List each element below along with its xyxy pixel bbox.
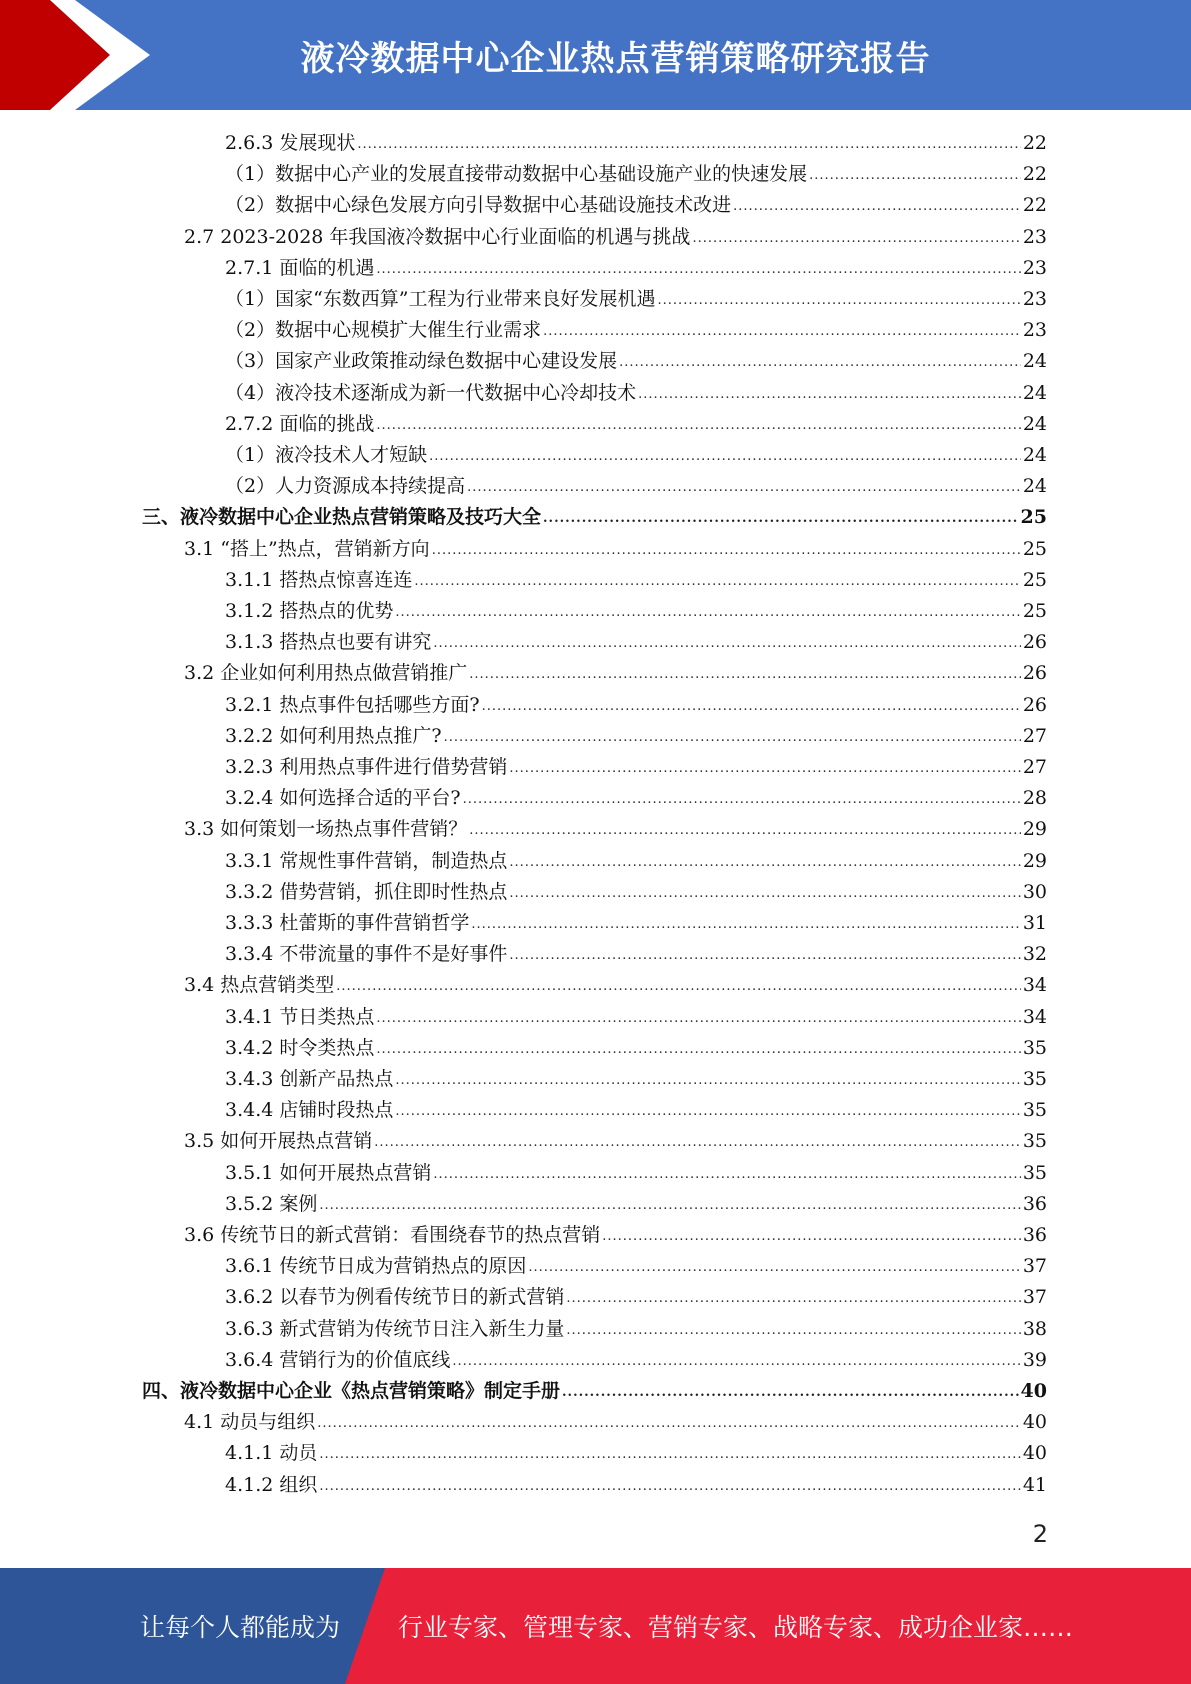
toc-entry-title: 3.5 如何开展热点营销 [184, 1130, 373, 1153]
toc-dot-leader [395, 603, 1020, 623]
toc-dot-leader [336, 977, 1021, 997]
toc-entry-title: 3.1.2 搭热点的优势 [225, 600, 394, 622]
header-arrow-decoration [0, 0, 160, 110]
toc-entry-page: 27 [1022, 724, 1047, 747]
toc-dot-leader [433, 1165, 1020, 1185]
toc-entry-title: 2.7.2 面临的挑战 [225, 412, 375, 435]
page-header [0, 0, 1191, 110]
toc-dot-leader [376, 1009, 1020, 1029]
toc-entry-title: 3.1.1 搭热点惊喜连连 [225, 568, 413, 591]
toc-entry-title: 3.6 传统节日的新式营销：看围绕春节的热点营销 [184, 1224, 601, 1246]
toc-entry-page: 26 [1022, 662, 1047, 685]
toc-entry[interactable] [225, 1187, 1047, 1218]
toc-entry-title: 3.3.4 不带流量的事件不是好事件 [225, 943, 508, 966]
toc-entry-title: 4.1 动员与组织 [184, 1411, 316, 1434]
toc-entry-page: 27 [1022, 756, 1047, 778]
toc-entry-title: （3）国家产业政策推动绿色数据中心建设发展 [225, 350, 618, 373]
toc-entry-page: 25 [1022, 568, 1047, 591]
toc-dot-leader [376, 416, 1020, 436]
toc-entry-title: 4.1.1 动员 [225, 1442, 318, 1465]
toc-dot-leader [319, 1477, 1020, 1497]
toc-entry-page: 41 [1022, 1473, 1047, 1496]
toc-entry-title: 3.5.1 如何开展热点营销 [225, 1161, 432, 1184]
toc-dot-leader [509, 884, 1020, 904]
toc-dot-leader [482, 697, 1021, 717]
toc-dot-leader [319, 1196, 1020, 1216]
toc-dot-leader [395, 1102, 1020, 1122]
toc-entry-page: 39 [1022, 1348, 1047, 1371]
toc-entry[interactable] [225, 1343, 1047, 1374]
toc-entry-title: 3.2.1 热点事件包括哪些方面? [225, 693, 480, 716]
toc-entry-page: 30 [1022, 880, 1047, 903]
toc-entry-page: 24 [1022, 381, 1047, 404]
toc-entry[interactable] [225, 875, 1047, 906]
toc-entry-page: 23 [1022, 319, 1047, 342]
toc-entry-page: 25 [1022, 537, 1047, 560]
toc-entry[interactable] [225, 1062, 1047, 1093]
toc-dot-leader [374, 1133, 1021, 1153]
toc-dot-leader [395, 1071, 1020, 1091]
toc-entry-title: 3.2 企业如何利用热点做营销推广 [184, 662, 468, 685]
toc-entry-title: 3.4.1 节日类热点 [225, 1005, 375, 1028]
toc-dot-leader [566, 1321, 1020, 1341]
footer-slogan-right: 行业专家、管理专家、营销专家、战略专家、成功企业家…… [398, 1613, 1074, 1642]
toc-entry[interactable] [184, 532, 1047, 563]
toc-entry-page: 24 [1022, 444, 1047, 466]
toc-dot-leader [733, 197, 1021, 217]
footer-slogan-left: 让每个人都能成为 [140, 1613, 341, 1642]
toc-entry[interactable] [225, 251, 1047, 282]
toc-dot-leader [658, 291, 1021, 311]
toc-entry[interactable] [225, 563, 1047, 594]
toc-entry-title: 3.1 “搭上”热点，营销新方向 [184, 537, 430, 560]
toc-entry-title: 3.6.1 传统节日成为营销热点的原因 [225, 1255, 527, 1278]
toc-entry-page: 25 [1022, 600, 1047, 622]
toc-dot-leader [469, 665, 1021, 685]
toc-entry-title: （1）数据中心产业的发展直接带动数据中心基础设施产业的快速发展 [225, 163, 808, 186]
toc-dot-leader [471, 915, 1020, 935]
toc-entry-page: 40 [1020, 1380, 1047, 1402]
toc-dot-leader [809, 166, 1021, 186]
toc-entry-page: 24 [1022, 350, 1047, 373]
toc-entry[interactable] [184, 1124, 1047, 1155]
toc-dot-leader [432, 541, 1021, 561]
toc-entry-page: 34 [1022, 1005, 1047, 1028]
toc-entry-title: 3.6.4 营销行为的价值底线 [225, 1348, 451, 1371]
toc-entry[interactable] [184, 1218, 1047, 1249]
toc-dot-leader [469, 821, 1021, 841]
toc-entry[interactable] [225, 781, 1047, 812]
toc-entry-page: 31 [1022, 912, 1047, 934]
toc-entry[interactable] [184, 812, 1047, 843]
toc-entry[interactable] [225, 688, 1047, 719]
toc-entry-page: 22 [1022, 163, 1047, 186]
toc-entry-page: 23 [1022, 256, 1047, 279]
toc-entry-page: 22 [1022, 132, 1047, 154]
toc-entry[interactable] [225, 1000, 1047, 1031]
toc-entry[interactable] [225, 1468, 1047, 1499]
toc-dot-leader [638, 385, 1021, 405]
toc-dot-leader [566, 1289, 1020, 1309]
toc-entry[interactable] [225, 1280, 1047, 1311]
toc-entry-title: 3.5.2 案例 [225, 1192, 318, 1215]
toc-entry-page: 35 [1022, 1130, 1047, 1153]
toc-entry-page: 35 [1022, 1036, 1047, 1059]
toc-entry-page: 36 [1022, 1224, 1047, 1246]
toc-entry-title: 3.3.2 借势营销，抓住即时性热点 [225, 880, 508, 903]
toc-entry-page: 35 [1022, 1068, 1047, 1090]
toc-dot-leader [376, 260, 1020, 280]
toc-dot-leader [528, 1258, 1020, 1278]
toc-entry[interactable] [142, 500, 1047, 531]
page-footer [0, 1568, 1191, 1684]
toc-entry-page: 40 [1022, 1411, 1047, 1434]
toc-entry-title: 3.3.3 杜蕾斯的事件营销哲学 [225, 912, 470, 934]
toc-entry-title: 3.4.4 店铺时段热点 [225, 1099, 394, 1122]
toc-entry[interactable] [225, 313, 1047, 344]
toc-entry[interactable] [225, 438, 1047, 469]
toc-entry[interactable] [225, 906, 1047, 937]
toc-dot-leader [602, 1227, 1021, 1247]
toc-entry[interactable] [225, 126, 1047, 157]
toc-entry-title: （1）国家“东数西算”工程为行业带来良好发展机遇 [225, 288, 656, 310]
toc-entry-title: 4.1.2 组织 [225, 1473, 318, 1496]
toc-entry-title: （2）数据中心规模扩大催生行业需求 [225, 319, 542, 342]
toc-entry-title: 3.3.1 常规性事件营销，制造热点 [225, 849, 508, 872]
toc-dot-leader [376, 1040, 1020, 1060]
toc-entry-page: 37 [1022, 1255, 1047, 1278]
toc-dot-leader [433, 634, 1020, 654]
toc-entry-title: （1）液冷技术人才短缺 [225, 444, 428, 466]
toc-entry[interactable] [225, 1031, 1047, 1062]
toc-entry-page: 40 [1022, 1442, 1047, 1465]
toc-entry-page: 23 [1022, 288, 1047, 310]
toc-entry-title: 三、液冷数据中心企业热点营销策略及技巧大全 [142, 506, 542, 529]
toc-entry[interactable] [225, 344, 1047, 375]
toc-entry[interactable] [225, 844, 1047, 875]
toc-entry-title: 3.4.2 时令类热点 [225, 1036, 375, 1059]
toc-entry-page: 25 [1020, 506, 1047, 529]
toc-entry[interactable] [225, 376, 1047, 407]
toc-entry-title: 3.3 如何策划一场热点事件营销？ [184, 818, 468, 841]
toc-entry-page: 22 [1022, 194, 1047, 217]
page-number: 2 [1032, 1520, 1048, 1548]
toc-entry[interactable] [225, 719, 1047, 750]
toc-entry[interactable] [184, 220, 1047, 251]
toc-entry-title: 3.2.2 如何利用热点推广? [225, 724, 442, 747]
toc-dot-leader [692, 229, 1020, 249]
toc-dot-leader [543, 509, 1019, 529]
toc-entry-title: 3.2.3 利用热点事件进行借势营销 [225, 756, 508, 778]
toc-entry[interactable] [225, 1093, 1047, 1124]
toc-entry[interactable] [184, 1405, 1047, 1436]
toc-entry[interactable] [225, 750, 1047, 781]
toc-entry[interactable] [225, 1249, 1047, 1280]
toc-entry-page: 37 [1022, 1286, 1047, 1309]
toc-entry-title: 3.6.2 以春节为例看传统节日的新式营销 [225, 1286, 565, 1309]
report-title: 液冷数据中心企业热点营销策略研究报告 [300, 38, 931, 79]
toc-entry-page: 35 [1022, 1099, 1047, 1122]
toc-dot-leader [619, 353, 1021, 373]
toc-entry-title: 3.1.3 搭热点也要有讲究 [225, 631, 432, 654]
toc-entry-page: 28 [1022, 787, 1047, 810]
toc-dot-leader [357, 135, 1020, 155]
toc-entry[interactable] [225, 469, 1047, 500]
toc-entry-page: 32 [1022, 943, 1047, 966]
toc-dot-leader [452, 1352, 1020, 1372]
toc-dot-leader [562, 1383, 1019, 1403]
toc-entry[interactable] [184, 656, 1047, 687]
toc-entry-title: （2）人力资源成本持续提高 [225, 475, 466, 498]
toc-dot-leader [467, 478, 1021, 498]
toc-entry-title: （4）液冷技术逐渐成为新一代数据中心冷却技术 [225, 381, 637, 404]
toc-dot-leader [319, 1445, 1020, 1465]
toc-entry-page: 26 [1022, 631, 1047, 654]
toc-entry-page: 29 [1022, 849, 1047, 872]
toc-entry-title: 3.2.4 如何选择合适的平台? [225, 787, 461, 810]
toc-entry-title: 3.6.3 新式营销为传统节日注入新生力量 [225, 1317, 565, 1340]
toc-entry-page: 38 [1022, 1317, 1047, 1340]
toc-dot-leader [509, 759, 1020, 779]
toc-entry-title: （2）数据中心绿色发展方向引导数据中心基础设施技术改进 [225, 194, 732, 217]
toc-dot-leader [543, 322, 1021, 342]
toc-entry[interactable] [225, 1436, 1047, 1467]
toc-entry-title: 2.7.1 面临的机遇 [225, 256, 375, 279]
toc-entry[interactable] [142, 1374, 1047, 1405]
toc-entry[interactable] [184, 968, 1047, 999]
toc-entry-title: 3.4 热点营销类型 [184, 974, 335, 997]
toc-entry-title: 2.7 2023-2028 年我国液冷数据中心行业面临的机遇与挑战 [184, 225, 691, 248]
toc-entry[interactable] [225, 625, 1047, 656]
toc-dot-leader [429, 447, 1021, 467]
toc-dot-leader [463, 790, 1021, 810]
toc-entry[interactable] [225, 1312, 1047, 1343]
toc-entry-page: 24 [1022, 475, 1047, 498]
toc-entry-page: 35 [1022, 1161, 1047, 1184]
toc-dot-leader [317, 1414, 1021, 1434]
toc-entry[interactable] [225, 937, 1047, 968]
toc-entry-title: 3.4.3 创新产品热点 [225, 1068, 394, 1090]
toc-entry[interactable] [225, 188, 1047, 219]
toc-dot-leader [509, 853, 1020, 873]
toc-entry-page: 36 [1022, 1192, 1047, 1215]
toc-entry-title: 2.6.3 发展现状 [225, 132, 356, 154]
toc-entry[interactable] [225, 1156, 1047, 1187]
toc-entry-page: 23 [1022, 225, 1047, 248]
toc-entry-title: 四、液冷数据中心企业《热点营销策略》制定手册 [142, 1380, 561, 1402]
toc-entry-page: 26 [1022, 693, 1047, 716]
toc-entry-page: 34 [1022, 974, 1047, 997]
toc-dot-leader [444, 728, 1021, 748]
toc-entry-page: 24 [1022, 412, 1047, 435]
toc-dot-leader [414, 572, 1020, 592]
toc-entry-page: 29 [1022, 818, 1047, 841]
toc-dot-leader [509, 946, 1020, 966]
toc-entry[interactable] [225, 594, 1047, 625]
toc-entry[interactable] [225, 157, 1047, 188]
toc-entry[interactable] [225, 407, 1047, 438]
toc-entry[interactable] [225, 282, 1047, 313]
